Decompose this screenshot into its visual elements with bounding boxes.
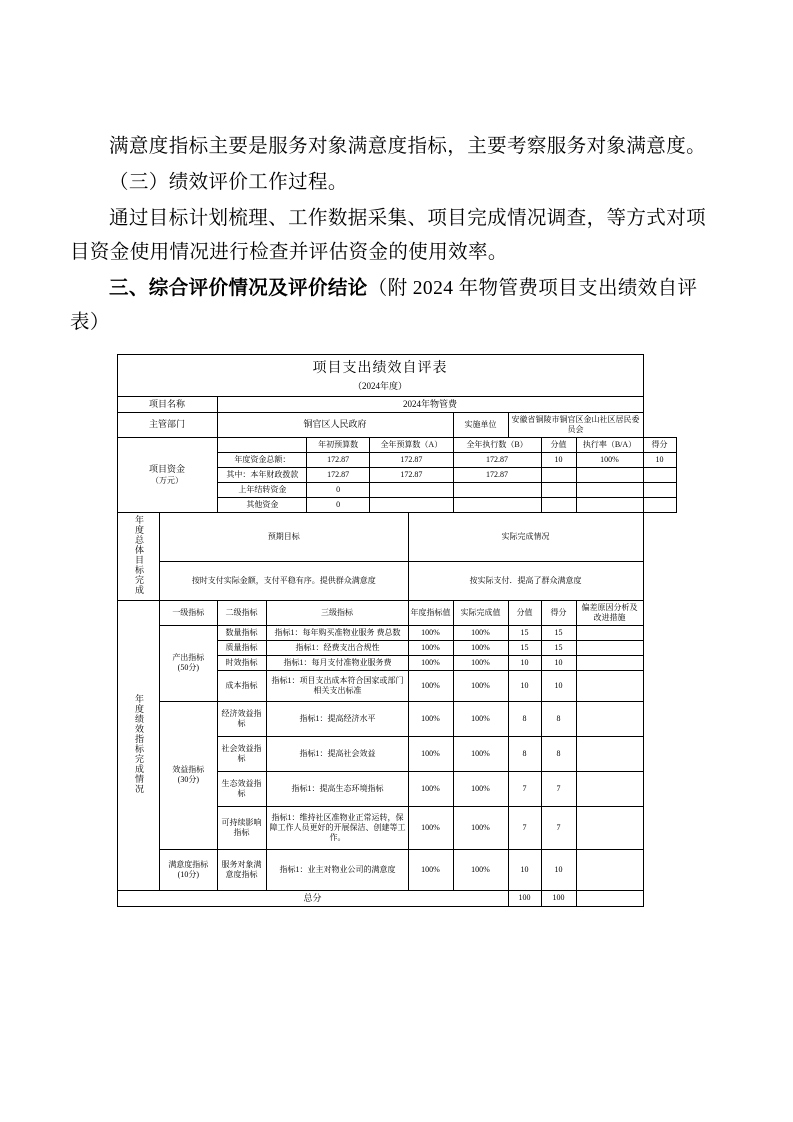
total-value: 100 [508, 890, 541, 906]
row-indicator-header [117, 600, 676, 625]
indicator-side-label: 年度绩效指标完成情况 [134, 693, 145, 794]
head-deviation: 偏差原因分析及改进措施 [576, 600, 643, 625]
table-subtitle: （2024年度） [117, 381, 643, 397]
group-level1-satisfaction [160, 849, 217, 890]
table-row [117, 625, 676, 640]
section-heading-bold: 三、综合评价情况及评价结论 [109, 278, 368, 299]
group-level1-weight: (30分) [177, 775, 199, 785]
funds-label [117, 438, 217, 513]
fund-row-value: 10 [541, 453, 576, 468]
target-value: 100% [408, 806, 453, 849]
fund-row-value [541, 498, 576, 513]
value-score: 10 [508, 849, 541, 890]
level3-label: 指标1：提高社会效益 [266, 736, 408, 771]
group-level1-output [160, 625, 217, 701]
target-value: 100% [408, 771, 453, 806]
actual-value: 100% [453, 670, 508, 701]
row-department [117, 413, 676, 438]
col-score: 得分 [643, 438, 676, 453]
group-level1-name: 效益指标 [172, 765, 205, 775]
fund-row-budget: 172.87 [370, 453, 453, 468]
department-value: 铜官区人民政府 [217, 413, 453, 438]
target-value: 100% [408, 670, 453, 701]
level3-label: 指标1：维持社区准物业正常运转，保障工作人员更好的开展保洁、创建等工作。 [266, 806, 408, 849]
score: 10 [541, 655, 576, 670]
actual-value: 100% [453, 806, 508, 849]
performance-table-wrapper [70, 354, 723, 907]
fund-row-rate [576, 483, 643, 498]
score: 10 [541, 849, 576, 890]
level2-label: 成本指标 [217, 670, 266, 701]
target-value: 100% [408, 849, 453, 890]
actual-value: 100% [453, 771, 508, 806]
section-heading [70, 272, 723, 340]
table-row [117, 849, 676, 890]
fund-row-score: 10 [643, 453, 676, 468]
indicator-side-label-cell [117, 600, 160, 890]
level3-label: 指标1：每年购买准物业服务 费总数 [266, 625, 408, 640]
fund-row-score [643, 498, 676, 513]
actual-value: 100% [453, 655, 508, 670]
fund-row-budget: 172.87 [370, 468, 453, 483]
deviation [576, 640, 643, 655]
head-level3: 三级指标 [266, 600, 408, 625]
level3-label: 指标1：业主对物业公司的满意度 [266, 849, 408, 890]
group-level1-weight: (10分) [177, 869, 199, 879]
fund-row-begin: 0 [307, 498, 370, 513]
deviation [576, 771, 643, 806]
col-year-exec: 全年执行数（B） [453, 438, 541, 453]
fund-row-exec: 172.87 [453, 468, 541, 483]
group-level1-name: 产出指标 [172, 653, 205, 663]
target-value: 100% [408, 640, 453, 655]
level3-label: 指标1：每月支付准物业服务费 [266, 655, 408, 670]
target-value: 100% [408, 736, 453, 771]
fund-row-score [643, 483, 676, 498]
expected-goal-header: 预期目标 [160, 513, 408, 562]
group-level1-name: 满意度指标 [168, 859, 209, 869]
paragraph-2: （三）绩效评价工作过程。 [109, 172, 348, 193]
funds-label-unit: （万元） [151, 475, 183, 485]
performance-self-evaluation-table [117, 354, 677, 907]
value-score: 10 [508, 670, 541, 701]
value-score: 8 [508, 701, 541, 736]
level2-label: 经济效益指标 [217, 701, 266, 736]
group-level1-benefit [160, 701, 217, 849]
target-value: 100% [408, 701, 453, 736]
actual-value: 100% [453, 625, 508, 640]
level2-label: 可持续影响指标 [217, 806, 266, 849]
project-name-label: 项目名称 [117, 396, 217, 412]
actual-goal-text: 按实际支付．提高了群众满意度 [408, 561, 643, 600]
unit-label: 实施单位 [453, 413, 508, 438]
table-row [117, 701, 676, 736]
score: 8 [541, 736, 576, 771]
level2-label: 服务对象满意度指标 [217, 849, 266, 890]
target-value: 100% [408, 655, 453, 670]
value-score: 10 [508, 655, 541, 670]
fund-row-name: 上年结转资金 [217, 483, 307, 498]
fund-row-exec [453, 498, 541, 513]
unit-value: 安徽省铜陵市铜官区金山社区居民委员会 [508, 413, 643, 438]
row-project-name [117, 396, 676, 412]
level3-label: 指标1：提高经济水平 [266, 701, 408, 736]
deviation [576, 736, 643, 771]
fund-row-name: 其中：本年财政拨款 [217, 468, 307, 483]
level3-label: 指标1：项目支出成本符合国家或部门相关支出标准 [266, 670, 408, 701]
value-score: 7 [508, 806, 541, 849]
department-label: 主管部门 [117, 413, 217, 438]
fund-row-budget [370, 498, 453, 513]
fund-row-name-head [217, 438, 307, 453]
expected-goal-text: 按时支付实际金额，支付平稳有序。提供群众满意度 [160, 561, 408, 600]
actual-value: 100% [453, 640, 508, 655]
col-exec-rate: 执行率（B/A） [576, 438, 643, 453]
deviation [576, 670, 643, 701]
score: 15 [541, 640, 576, 655]
annual-goal-label: 年度总体目标完成 [134, 515, 145, 595]
total-label: 总分 [117, 890, 508, 906]
fund-row-exec: 172.87 [453, 453, 541, 468]
row-annual-goal-header [117, 513, 676, 562]
col-score-value: 分值 [541, 438, 576, 453]
fund-row-exec [453, 483, 541, 498]
fund-row-name: 年度资金总额： [217, 453, 307, 468]
value-score: 15 [508, 625, 541, 640]
fund-row-rate [576, 468, 643, 483]
deviation [576, 701, 643, 736]
head-level2: 二级指标 [217, 600, 266, 625]
total-score: 100 [541, 890, 576, 906]
target-value: 100% [408, 625, 453, 640]
paragraph-1: 满意度指标主要是服务对象满意度指标，主要考察服务对象满意度。 [109, 136, 707, 157]
actual-value: 100% [453, 736, 508, 771]
head-score: 得分 [541, 600, 576, 625]
level2-label: 时效指标 [217, 655, 266, 670]
section-heading-rest: （附 2024 年物管费项目支出绩效自评表） [70, 278, 698, 333]
score: 8 [541, 701, 576, 736]
fund-row-rate [576, 498, 643, 513]
fund-row-begin: 172.87 [307, 453, 370, 468]
level2-label: 质量指标 [217, 640, 266, 655]
fund-row-value [541, 483, 576, 498]
head-target-value: 年度指标值 [408, 600, 453, 625]
score: 10 [541, 670, 576, 701]
paragraph-3: 通过目标计划梳理、工作数据采集、项目完成情况调查，等方式对项目资金使用情况进行检查并评估资金的使用效率。 [70, 208, 707, 263]
funds-label-main: 项目资金 [148, 464, 185, 475]
table-title-row [117, 355, 676, 381]
head-actual-value: 实际完成值 [453, 600, 508, 625]
group-level1-weight: (50分) [177, 663, 199, 673]
level2-label: 社会效益指标 [217, 736, 266, 771]
row-total [117, 890, 676, 906]
row-annual-goal-content [117, 561, 676, 600]
level2-label: 数量指标 [217, 625, 266, 640]
deviation [576, 625, 643, 640]
value-score: 7 [508, 771, 541, 806]
score: 7 [541, 806, 576, 849]
score: 15 [541, 625, 576, 640]
fund-row-score [643, 468, 676, 483]
table-title: 项目支出绩效自评表 [117, 355, 643, 381]
actual-goal-header: 实际完成情况 [408, 513, 643, 562]
fund-row-name: 其他资金 [217, 498, 307, 513]
table-subtitle-row [117, 381, 676, 397]
level2-label: 生态效益指标 [217, 771, 266, 806]
fund-row-begin: 0 [307, 483, 370, 498]
row-funds-header [117, 438, 676, 453]
actual-value: 100% [453, 849, 508, 890]
col-year-budget: 全年预算数（A） [370, 438, 453, 453]
annual-goal-label-cell [117, 513, 160, 601]
level3-label: 指标1：经费支出合规性 [266, 640, 408, 655]
value-score: 8 [508, 736, 541, 771]
head-level1: 一级指标 [160, 600, 217, 625]
deviation [576, 655, 643, 670]
col-begin-budget: 年初预算数 [307, 438, 370, 453]
total-deviation [576, 890, 643, 906]
fund-row-rate: 100% [576, 453, 643, 468]
fund-row-value [541, 468, 576, 483]
score: 7 [541, 771, 576, 806]
project-name-value: 2024年物管费 [217, 396, 643, 412]
deviation [576, 806, 643, 849]
fund-row-budget [370, 483, 453, 498]
value-score: 15 [508, 640, 541, 655]
head-value: 分值 [508, 600, 541, 625]
actual-value: 100% [453, 701, 508, 736]
fund-row-begin: 172.87 [307, 468, 370, 483]
deviation [576, 849, 643, 890]
level3-label: 指标1：提高生态环境指标 [266, 771, 408, 806]
